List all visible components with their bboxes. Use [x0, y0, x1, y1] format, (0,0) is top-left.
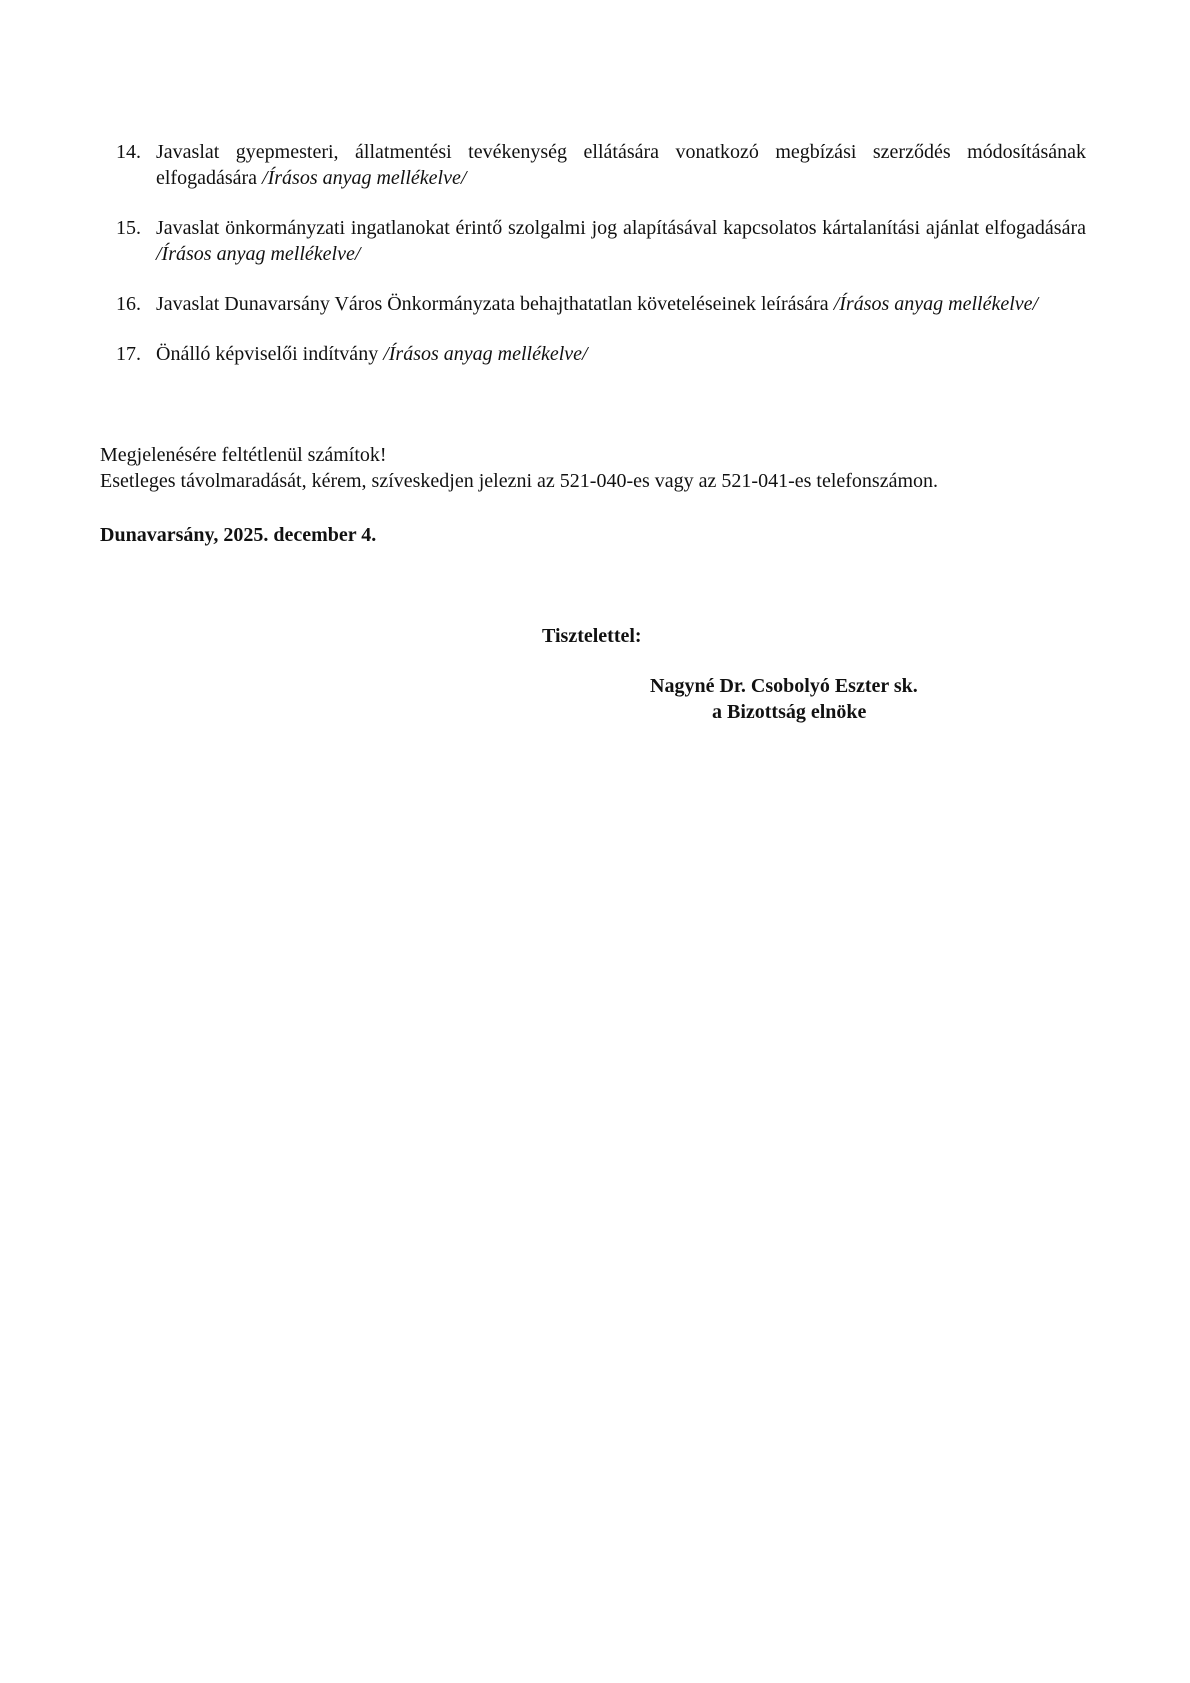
agenda-item-16: [100, 291, 1086, 317]
agenda-item-15: [100, 215, 1086, 267]
signatory-role: a Bizottság elnöke: [712, 701, 867, 723]
agenda-item-number: 17.: [116, 343, 141, 365]
attachment-note: /Írásos anyag mellékelve/: [156, 243, 361, 265]
agenda-item-text: Javaslat gyepmesteri, állatmentési tevékenység ellátására vonatkozó megbízási szerződés módosításának elfogadására /Írásos anyag mellékelve/: [156, 141, 1086, 189]
attachment-note: /Írásos anyag mellékelve/: [262, 167, 467, 189]
closing-line-absence: Esetleges távolmaradását, kérem, szíveskedjen jelezni az 521-040-es vagy az 521-041-es telefonszámon.: [100, 470, 939, 492]
closing-line-attendance: Megjelenésére feltétlenül számítok!: [100, 444, 387, 466]
agenda-item-text: Javaslat önkormányzati ingatlanokat érintő szolgalmi jog alapításával kapcsolatos kártalanítási ajánlat elfogadására /Írásos anyag mellékelve/: [156, 217, 1086, 265]
agenda-item-14: [100, 139, 1086, 191]
agenda-list: [100, 139, 1086, 391]
place-and-date: Dunavarsány, 2025. december 4.: [100, 524, 377, 546]
agenda-item-17: [100, 341, 1086, 367]
agenda-item-number: 16.: [116, 293, 141, 315]
agenda-item-number: 15.: [116, 217, 141, 239]
signature-block: [650, 673, 1050, 725]
agenda-item-text: Önálló képviselői indítvány /Írásos anyag mellékelve/: [156, 343, 588, 365]
agenda-item-text: Javaslat Dunavarsány Város Önkormányzata behajthatatlan követeléseinek leírására /Írásos anyag mellékelve/: [156, 293, 1039, 315]
attachment-note: /Írásos anyag mellékelve/: [383, 343, 588, 365]
signatory-name: Nagyné Dr. Csobolyó Eszter sk.: [650, 675, 918, 697]
attachment-note: /Írásos anyag mellékelve/: [833, 293, 1039, 315]
greeting: Tisztelettel:: [542, 625, 642, 647]
agenda-item-number: 14.: [116, 141, 141, 163]
closing-paragraph: [100, 442, 1086, 494]
